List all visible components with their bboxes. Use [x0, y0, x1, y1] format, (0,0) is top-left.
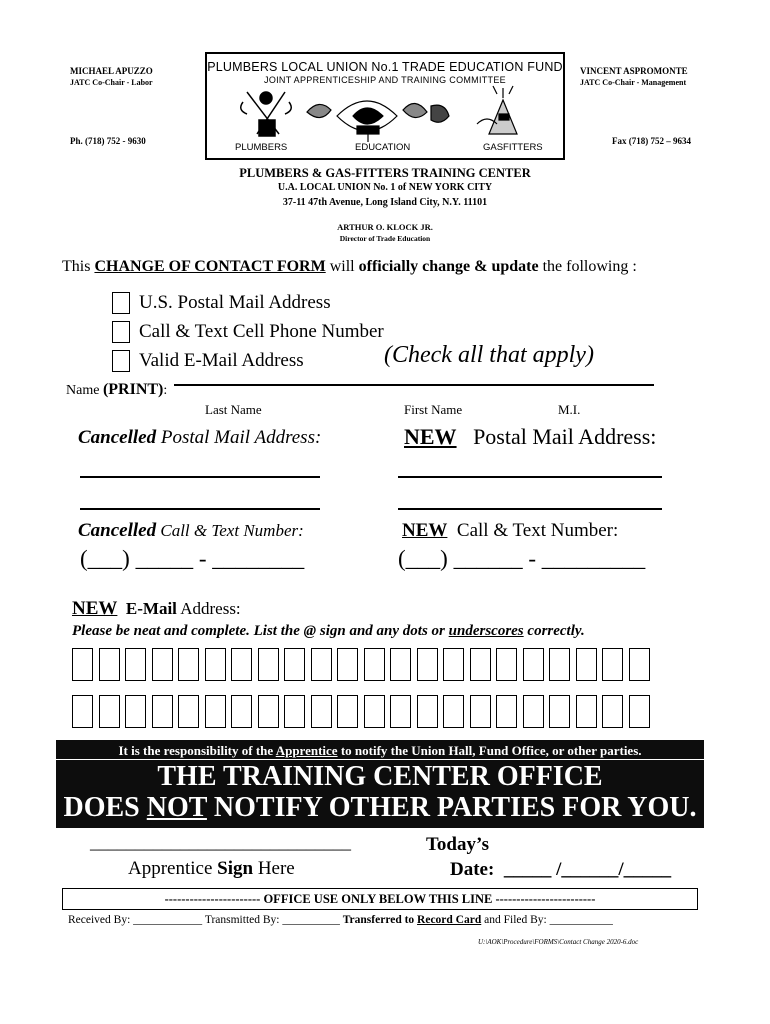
email-char-box[interactable] — [523, 648, 544, 681]
email-char-box[interactable] — [258, 648, 279, 681]
email-label: Valid E-Mail Address — [139, 350, 304, 371]
new-mail-line-1[interactable] — [398, 476, 662, 478]
new-mail-label: NEW Postal Mail Address: — [404, 424, 657, 449]
last-name-caption: Last Name — [205, 402, 262, 417]
email-char-box[interactable] — [470, 648, 491, 681]
email-char-box[interactable] — [205, 695, 226, 728]
training-center-title: PLUMBERS & GAS-FITTERS TRAINING CENTER — [239, 166, 531, 180]
email-char-box[interactable] — [523, 695, 544, 728]
email-char-box[interactable] — [364, 695, 385, 728]
middle-initial-caption: M.I. — [558, 402, 581, 417]
email-char-box[interactable] — [337, 648, 358, 681]
email-char-box[interactable] — [364, 648, 385, 681]
logo-caption-plumbers: PLUMBERS — [235, 142, 288, 153]
right-chair-title: JATC Co-Chair - Management — [580, 78, 687, 87]
cell-phone-checkbox[interactable] — [112, 321, 130, 343]
date-field[interactable]: Date: _____ /______/_____ — [450, 859, 672, 880]
email-char-box[interactable] — [390, 695, 411, 728]
email-char-box[interactable] — [496, 695, 517, 728]
record-card-label: Record Card — [417, 914, 482, 926]
email-char-box[interactable] — [72, 695, 93, 728]
email-char-box[interactable] — [417, 695, 438, 728]
name-field[interactable] — [174, 384, 654, 386]
left-chair-name: MICHAEL APUZZO — [70, 66, 153, 76]
intro-statement: This CHANGE OF CONTACT FORM will officially change & update the following : — [62, 258, 637, 275]
email-char-box[interactable] — [417, 648, 438, 681]
phone-number: Ph. (718) 752 - 9630 — [70, 136, 146, 146]
address-subtitle: 37-11 47th Avenue, Long Island City, N.Y. 11101 — [282, 197, 488, 208]
notice-big-line-2: DOES NOT NOTIFY OTHER PARTIES FOR YOU. — [63, 792, 697, 823]
email-char-grid-row-2[interactable] — [72, 695, 650, 728]
email-char-box[interactable] — [99, 648, 120, 681]
new-phone-label: NEW Call & Text Number: — [402, 520, 619, 541]
gasfitters-emblem-icon — [477, 86, 517, 134]
option-cell-phone[interactable] — [112, 317, 384, 343]
filed-by-field[interactable]: and Filed By: ___________ — [481, 914, 613, 926]
received-by-field[interactable]: Received By: ____________ — [68, 914, 203, 926]
transmitted-by-field[interactable]: Transmitted By: __________ — [204, 914, 340, 926]
director-name: ARTHUR O. KLOCK JR. — [337, 222, 433, 232]
footer-file-path: U:\AOK\Procedure\FORMS\Contact Change 2020-6.doc — [478, 938, 639, 946]
office-use-banner: ----------------------- OFFICE USE ONLY BELOW THIS LINE ------------------------ — [62, 888, 698, 910]
signature-line[interactable]: _____________________________ — [90, 832, 351, 852]
cancelled-mail-line-2[interactable] — [80, 508, 320, 510]
new-email-label: NEW E-Mail Address: — [72, 598, 241, 619]
form-name: CHANGE OF CONTACT FORM — [94, 258, 326, 275]
email-char-box[interactable] — [390, 648, 411, 681]
cancelled-mail-line-1[interactable] — [80, 476, 320, 478]
email-char-box[interactable] — [602, 695, 623, 728]
email-char-box[interactable] — [284, 648, 305, 681]
email-instruction: Please be neat and complete. List the @ sign and any dots or underscores correctly. — [72, 623, 585, 639]
email-char-box[interactable] — [576, 695, 597, 728]
cancelled-mail-label: Cancelled Postal Mail Address: — [78, 427, 322, 448]
cell-phone-label: Call & Text Cell Phone Number — [139, 321, 384, 342]
email-char-box[interactable] — [629, 648, 650, 681]
email-char-grid-row-1[interactable] — [72, 648, 650, 681]
email-char-box[interactable] — [72, 648, 93, 681]
local-union-subtitle: U.A. LOCAL UNION No. 1 of NEW YORK CITY — [277, 182, 493, 193]
logo-subtitle: JOINT APPRENTICESHIP AND TRAINING COMMITTEE — [264, 75, 506, 85]
right-chair-name: VINCENT ASPROMONTE — [580, 66, 688, 76]
email-char-box[interactable] — [549, 695, 570, 728]
email-char-box[interactable] — [152, 695, 173, 728]
email-char-box[interactable] — [258, 695, 279, 728]
notice-small-text: It is the responsibility of the Apprentice to notify the Union Hall, Fund Office, or other parties. — [118, 743, 642, 758]
email-char-box[interactable] — [311, 648, 332, 681]
email-char-box[interactable] — [337, 695, 358, 728]
check-all-note: (Check all that apply) — [384, 342, 594, 368]
director-title: Director of Trade Education — [339, 234, 431, 243]
logo-title: PLUMBERS LOCAL UNION No.1 TRADE EDUCATION FUND — [207, 60, 563, 74]
email-char-box[interactable] — [231, 695, 252, 728]
postal-mail-checkbox[interactable] — [112, 292, 130, 314]
cancelled-phone-label: Cancelled Call & Text Number: — [78, 520, 304, 541]
email-char-box[interactable] — [205, 648, 226, 681]
education-emblem-icon — [307, 101, 449, 142]
cancelled-phone-field[interactable]: (___) _____ - ________ — [80, 546, 305, 571]
notice-divider — [56, 759, 704, 760]
email-char-box[interactable] — [496, 648, 517, 681]
new-phone-field[interactable]: (___) ______ - _________ — [398, 546, 646, 571]
todays-label: Today’s — [426, 834, 490, 855]
email-char-box[interactable] — [629, 695, 650, 728]
office-use-fields: Received By: ____________ Transmitted By: __________ Transferred to Record Card and Filed By: ___________ — [68, 914, 613, 926]
email-char-box[interactable] — [178, 648, 199, 681]
left-chair-title: JATC Co-Chair - Labor — [70, 78, 153, 87]
email-char-box[interactable] — [602, 648, 623, 681]
option-email[interactable] — [112, 346, 304, 372]
trade-education-logo — [205, 52, 565, 160]
postal-mail-label: U.S. Postal Mail Address — [139, 292, 331, 313]
email-char-box[interactable] — [284, 695, 305, 728]
first-name-caption: First Name — [404, 402, 463, 417]
notice-big-line-1: THE TRAINING CENTER OFFICE — [157, 761, 603, 792]
email-char-box[interactable] — [152, 648, 173, 681]
email-char-box[interactable] — [231, 648, 252, 681]
apprentice-sign-label: Apprentice Sign Here — [128, 858, 295, 879]
logo-caption-gasfitters: GASFITTERS — [483, 142, 543, 153]
new-mail-line-2[interactable] — [398, 508, 662, 510]
email-char-box[interactable] — [470, 695, 491, 728]
logo-caption-education: EDUCATION — [355, 142, 411, 153]
plumbers-emblem-icon — [241, 92, 292, 136]
email-char-box[interactable] — [549, 648, 570, 681]
email-char-box[interactable] — [178, 695, 199, 728]
email-char-box[interactable] — [125, 648, 146, 681]
name-label: Name (PRINT): — [66, 381, 168, 398]
email-char-box[interactable] — [99, 695, 120, 728]
option-postal-mail[interactable] — [112, 288, 331, 314]
email-char-box[interactable] — [443, 695, 464, 728]
email-char-box[interactable] — [311, 695, 332, 728]
email-checkbox[interactable] — [112, 350, 130, 372]
fax-number: Fax (718) 752 – 9634 — [612, 136, 691, 146]
email-char-box[interactable] — [125, 695, 146, 728]
responsibility-notice — [56, 740, 704, 828]
email-char-box[interactable] — [443, 648, 464, 681]
email-char-box[interactable] — [576, 648, 597, 681]
